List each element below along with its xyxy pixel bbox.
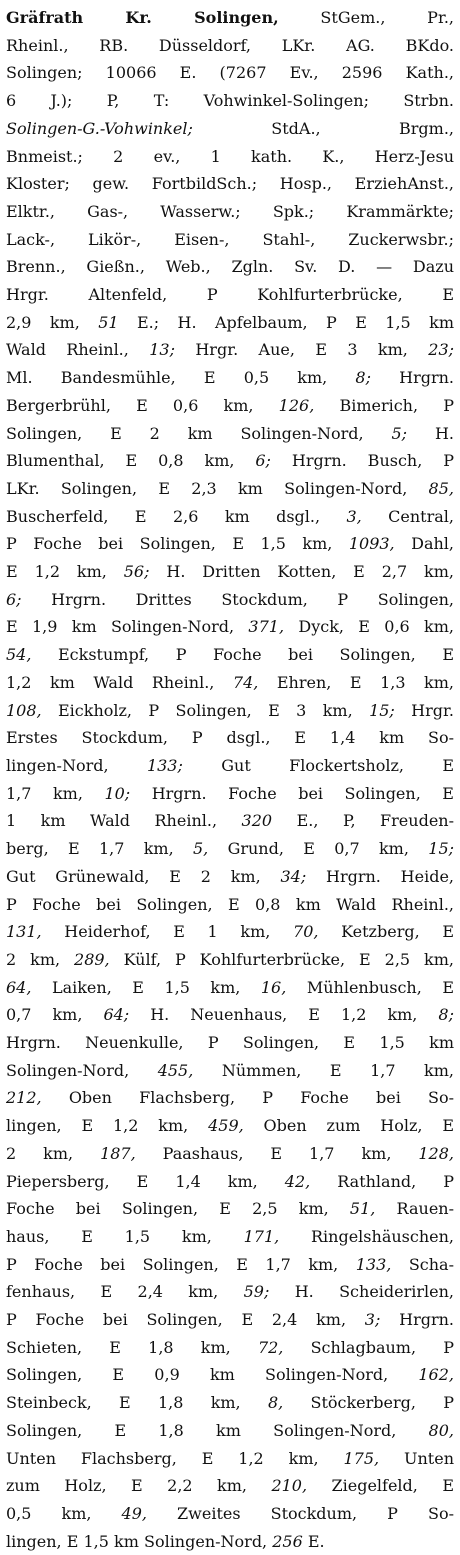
count-value: 131, xyxy=(6,922,42,942)
text-segment: 1,7 km, xyxy=(6,783,105,803)
text-segment: Hrgrn. Drittes Stockdum, P Solingen, xyxy=(21,589,454,609)
count-value: 133, xyxy=(355,1254,392,1274)
text-segment: Eickholz, P Solingen, E 3 km, xyxy=(41,700,370,720)
count-value: 8; xyxy=(438,1005,454,1025)
text-segment: Solingen, E 0,9 km Solingen-Nord, xyxy=(6,1365,419,1385)
text-segment: Bergerbrühl, E 0,6 km, xyxy=(6,395,279,415)
count-value: 6; xyxy=(6,589,22,609)
text-line xyxy=(6,891,454,919)
count-value: 56; xyxy=(123,562,150,582)
count-value: 80, xyxy=(428,1420,454,1440)
text-line xyxy=(6,863,454,891)
text-segment: Unten xyxy=(379,1448,454,1468)
count-value: 64, xyxy=(6,977,32,997)
text-segment: Hrgr. Altenfeld, P Kohlfurterbrücke, E xyxy=(6,285,454,305)
text-segment: Unten Flachsberg, E 1,2 km, xyxy=(6,1448,344,1468)
text-segment: H. xyxy=(407,423,454,443)
text-line xyxy=(6,1445,454,1473)
text-line xyxy=(6,1112,454,1140)
count-value: 459, xyxy=(208,1116,244,1136)
text-line xyxy=(6,530,454,558)
text-segment: Steinbeck, E 1,8 km, xyxy=(6,1393,268,1413)
text-line xyxy=(6,447,454,475)
count-value: 72, xyxy=(257,1337,284,1357)
text-segment: E 1,2 km, xyxy=(6,562,124,582)
text-segment: Ziegelfeld, E xyxy=(307,1476,454,1496)
text-line xyxy=(6,752,454,780)
text-segment: Rathland, P xyxy=(310,1171,454,1191)
text-segment: Gut Grünewald, E 2 km, xyxy=(6,866,281,886)
text-segment: Solingen, E 2 km Solingen-Nord, xyxy=(6,423,392,443)
text-segment: Zweites Stockdum, P So- xyxy=(146,1503,454,1523)
count-value: 256 xyxy=(272,1531,303,1551)
text-line xyxy=(6,1334,454,1362)
text-segment: Brenn., Gießn., Web., Zgln. Sv. D. — Dazu xyxy=(6,257,454,277)
text-line xyxy=(6,503,454,531)
text-segment: Kloster; gew. FortbildSch.; Hosp., ErziehAnst., xyxy=(6,174,454,194)
text-line xyxy=(6,1528,454,1555)
text-segment: Grund, E 0,7 km, xyxy=(208,839,429,859)
text-segment: Solingen-Nord, xyxy=(6,1060,158,1080)
text-line xyxy=(6,974,454,1002)
count-value: 8, xyxy=(267,1393,284,1413)
text-segment: 1 km Wald Rheinl., xyxy=(6,811,242,831)
text-segment: Hrgrn. Busch, P xyxy=(270,451,454,471)
text-segment: Gut Flockertsholz, E xyxy=(182,755,454,775)
text-segment: H. Scheiderirlen, xyxy=(269,1282,455,1302)
text-segment: Heiderhof, E 1 km, xyxy=(41,922,294,942)
text-segment: Hrgr. xyxy=(394,700,455,720)
text-line xyxy=(6,1195,454,1223)
text-segment: P Foche bei Solingen, E 0,8 km Wald Rheinl., xyxy=(6,894,454,914)
text-segment: 6 J.); P, T: Vohwinkel-Solingen; Strbn. xyxy=(6,91,454,111)
count-value: 175, xyxy=(343,1448,380,1468)
text-segment: Dahl, xyxy=(394,534,454,554)
count-value: 128, xyxy=(418,1143,454,1163)
text-segment: Dyck, E 0,6 km, xyxy=(284,617,454,637)
text-line xyxy=(6,1500,454,1528)
text-line xyxy=(6,724,454,752)
text-line xyxy=(6,918,454,946)
text-line xyxy=(6,392,454,420)
count-value: 3; xyxy=(364,1310,381,1330)
text-segment: E.; H. Apfelbaum, P E 1,5 km xyxy=(118,312,455,332)
text-segment: Buscherfeld, E 2,6 km dsgl., xyxy=(6,506,347,526)
text-line xyxy=(6,641,454,669)
text-line xyxy=(6,420,454,448)
count-value: 320 xyxy=(241,811,273,831)
text-line xyxy=(6,253,454,281)
text-segment: P Foche bei Solingen, E 1,7 km, xyxy=(6,1254,356,1274)
text-segment: P Foche bei Solingen, E 1,5 km, xyxy=(6,534,349,554)
count-value: 455, xyxy=(157,1060,194,1080)
text-segment: lingen-Nord, xyxy=(6,755,147,775)
text-line xyxy=(6,1001,454,1029)
text-segment: Stöckerberg, P xyxy=(283,1393,455,1413)
count-value: Solingen-G.-Vohwinkel; xyxy=(6,118,193,138)
count-value: 212, xyxy=(6,1088,42,1108)
text-segment: 2 km, xyxy=(6,1143,101,1163)
count-value: 85, xyxy=(428,478,454,498)
text-line xyxy=(6,669,454,697)
count-value: 8; xyxy=(355,368,371,388)
text-line xyxy=(6,115,454,143)
text-segment: H. Neuenhaus, E 1,2 km, xyxy=(129,1005,439,1025)
text-line xyxy=(6,807,454,835)
text-segment: P Foche bei Solingen, E 2,4 km, xyxy=(6,1310,365,1330)
text-line xyxy=(6,143,454,171)
text-segment: Solingen, E 1,8 km Solingen-Nord, xyxy=(6,1420,429,1440)
text-segment: fenhaus, E 2,4 km, xyxy=(6,1282,244,1302)
text-segment: Nümmen, E 1,7 km, xyxy=(193,1060,454,1080)
text-line xyxy=(6,475,454,503)
text-segment: zum Holz, E 2,2 km, xyxy=(6,1476,272,1496)
text-line xyxy=(6,198,454,226)
text-segment: 2,9 km, xyxy=(6,312,99,332)
text-segment: Foche bei Solingen, E 2,5 km, xyxy=(6,1199,350,1219)
text-line xyxy=(6,1223,454,1251)
text-line xyxy=(6,226,454,254)
count-value: 371, xyxy=(248,617,285,637)
text-segment: Ml. Bandesmühle, E 0,5 km, xyxy=(6,368,356,388)
count-value: 5, xyxy=(193,839,209,859)
text-segment: Schieten, E 1,8 km, xyxy=(6,1337,258,1357)
text-segment: LKr. Solingen, E 2,3 km Solingen-Nord, xyxy=(6,478,429,498)
text-segment: Laiken, E 1,5 km, xyxy=(31,977,261,997)
count-value: 16, xyxy=(260,977,287,997)
text-line xyxy=(6,697,454,725)
entry-heading: Gräfrath Kr. Solingen, xyxy=(6,8,279,27)
text-segment: haus, E 1,5 km, xyxy=(6,1226,244,1246)
count-value: 162, xyxy=(418,1365,454,1385)
text-line xyxy=(6,1057,454,1085)
count-value: 54, xyxy=(6,645,32,665)
count-value: 15; xyxy=(369,700,395,720)
count-value: 23; xyxy=(428,340,455,360)
text-segment: Bimerich, P xyxy=(314,395,454,415)
text-line xyxy=(6,780,454,808)
text-segment: lingen, E 1,2 km, xyxy=(6,1116,209,1136)
text-line xyxy=(6,309,454,337)
count-value: 1093, xyxy=(348,534,395,554)
text-segment: Solingen; 10066 E. (7267 Ev., 2596 Kath., xyxy=(6,63,454,83)
text-segment: 0,7 km, xyxy=(6,1005,104,1025)
text-segment: Piepersberg, E 1,4 km, xyxy=(6,1171,285,1191)
text-segment: 2 km, xyxy=(6,949,75,969)
text-line xyxy=(6,1140,454,1168)
text-segment: Scha- xyxy=(391,1254,454,1274)
count-value: 6; xyxy=(255,451,271,471)
text-segment: Hrgrn. xyxy=(370,368,454,388)
text-segment: Hrgrn. Neuenkulle, P Solingen, E 1,5 km xyxy=(6,1033,454,1053)
text-segment: Mühlenbusch, E xyxy=(286,977,455,997)
text-line xyxy=(6,336,454,364)
text-segment: E. xyxy=(302,1531,325,1551)
text-segment: H. Dritten Kotten, E 2,7 km, xyxy=(149,562,454,582)
text-line xyxy=(6,586,454,614)
text-line xyxy=(6,4,454,32)
text-segment: Ringelshäuschen, xyxy=(279,1226,454,1246)
text-line xyxy=(6,1278,454,1306)
count-value: 171, xyxy=(243,1226,280,1246)
text-segment: Central, xyxy=(361,506,455,526)
text-segment: StGem., Pr., xyxy=(278,8,454,27)
text-line xyxy=(6,1472,454,1500)
count-value: 51 xyxy=(98,312,119,332)
text-segment: Eckstumpf, P Foche bei Solingen, E xyxy=(31,645,454,665)
text-line xyxy=(6,613,454,641)
text-segment: Hrgrn. Foche bei Solingen, E xyxy=(130,783,454,803)
text-segment: E., P, Freuden- xyxy=(272,811,455,831)
text-segment: Ketzberg, E xyxy=(318,922,455,942)
text-line xyxy=(6,1389,454,1417)
count-value: 74, xyxy=(232,672,259,692)
count-value: 70, xyxy=(293,922,319,942)
text-segment: lingen, E 1,5 km Solingen-Nord, xyxy=(6,1531,273,1551)
text-line xyxy=(6,32,454,60)
count-value: 42, xyxy=(284,1171,311,1191)
gazetteer-entry-graefrath xyxy=(6,4,454,1555)
count-value: 5; xyxy=(391,423,408,443)
count-value: 3, xyxy=(346,506,362,526)
text-segment: Rauen- xyxy=(375,1199,454,1219)
text-line xyxy=(6,946,454,974)
text-segment: Bnmeist.; 2 ev., 1 kath. K., Herz-Jesu xyxy=(6,146,454,166)
text-line xyxy=(6,1306,454,1334)
count-value: 187, xyxy=(100,1143,136,1163)
count-value: 59; xyxy=(243,1282,270,1302)
text-line xyxy=(6,835,454,863)
text-segment: Oben Flachsberg, P Foche bei So- xyxy=(41,1088,454,1108)
text-segment: Lack-, Likör-, Eisen-, Stahl-, Zuckerwsbr.; xyxy=(6,229,454,249)
count-value: 49, xyxy=(121,1503,147,1523)
text-segment: Rheinl., RB. Düsseldorf, LKr. AG. BKdo. xyxy=(6,35,454,55)
text-line xyxy=(6,170,454,198)
count-value: 126, xyxy=(278,395,315,415)
text-line xyxy=(6,1251,454,1279)
text-segment: Schlagbaum, P xyxy=(283,1337,454,1357)
text-line xyxy=(6,1168,454,1196)
text-segment: 0,5 km, xyxy=(6,1503,122,1523)
text-segment: Elktr., Gas-, Wasserw.; Spk.; Krammärkte; xyxy=(6,201,454,221)
text-segment: 1,2 km Wald Rheinl., xyxy=(6,672,233,692)
count-value: 210, xyxy=(271,1476,308,1496)
text-line xyxy=(6,1029,454,1057)
text-segment: Hrgr. Aue, E 3 km, xyxy=(174,340,429,360)
count-value: 64; xyxy=(103,1005,130,1025)
text-segment: Külf, P Kohlfurterbrücke, E 2,5 km, xyxy=(109,949,454,969)
text-line xyxy=(6,1361,454,1389)
text-line xyxy=(6,281,454,309)
text-line xyxy=(6,87,454,115)
text-segment: E 1,9 km Solingen-Nord, xyxy=(6,617,249,637)
count-value: 15; xyxy=(428,839,455,859)
text-line xyxy=(6,1417,454,1445)
text-segment: Ehren, E 1,3 km, xyxy=(258,672,454,692)
count-value: 34; xyxy=(280,866,307,886)
count-value: 13; xyxy=(149,340,175,360)
text-segment: Oben zum Holz, E xyxy=(243,1116,454,1136)
text-segment: berg, E 1,7 km, xyxy=(6,839,193,859)
text-segment: Hrgrn. xyxy=(380,1310,454,1330)
text-segment: Paashaus, E 1,7 km, xyxy=(135,1143,419,1163)
text-segment: Erstes Stockdum, P dsgl., E 1,4 km So- xyxy=(6,728,454,748)
text-line xyxy=(6,59,454,87)
text-segment: Blumenthal, E 0,8 km, xyxy=(6,451,256,471)
count-value: 51, xyxy=(349,1199,376,1219)
count-value: 108, xyxy=(6,700,42,720)
text-segment: Wald Rheinl., xyxy=(6,340,150,360)
text-line xyxy=(6,558,454,586)
text-line xyxy=(6,364,454,392)
text-segment: Hrgrn. Heide, xyxy=(306,866,454,886)
count-value: 289, xyxy=(74,949,110,969)
text-line xyxy=(6,1084,454,1112)
text-segment: StdA., Brgm., xyxy=(192,118,454,138)
count-value: 10; xyxy=(104,783,131,803)
count-value: 133; xyxy=(146,755,183,775)
